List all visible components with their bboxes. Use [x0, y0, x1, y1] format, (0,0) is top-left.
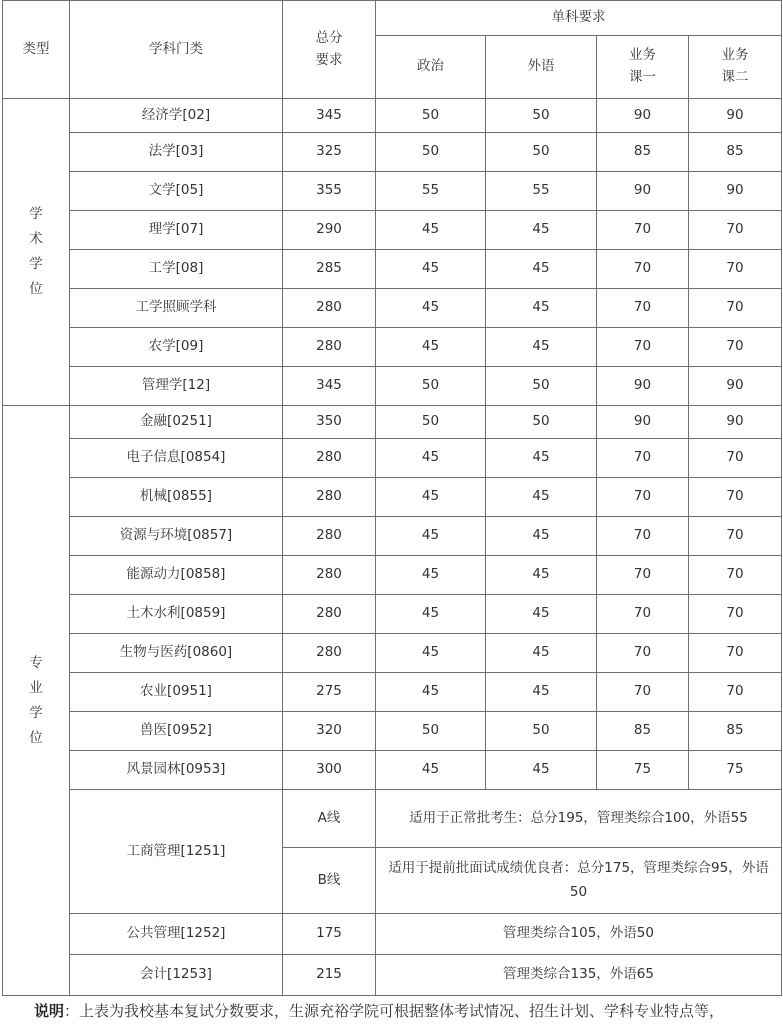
header-foreign-language: 外语 [486, 36, 597, 99]
foreign-language-score-cell: 45 [486, 439, 597, 478]
discipline-cell: 风景园林[0953] [70, 751, 283, 790]
discipline-cell: 生物与医药[0860] [70, 634, 283, 673]
course-1-score-cell: 70 [597, 595, 689, 634]
discipline-cell: 工学[08] [70, 250, 283, 289]
discipline-cell: 金融[0251] [70, 406, 283, 439]
total-score-cell: 275 [283, 673, 376, 712]
discipline-cell: 农业[0951] [70, 673, 283, 712]
foreign-language-score-cell: 45 [486, 478, 597, 517]
academic-type-label-char: 学 [29, 256, 43, 272]
header-course-1-line1: 业务 [629, 47, 656, 64]
course-2-score-cell: 70 [689, 250, 782, 289]
header-course-1-line2: 课一 [629, 69, 656, 85]
table-row [3, 712, 782, 751]
academic-type-label [3, 99, 70, 406]
foreign-language-score-cell: 50 [486, 99, 597, 133]
politics-score-cell: 45 [376, 517, 486, 556]
course-2-score-cell: 70 [689, 478, 782, 517]
course-2-score-cell: 90 [689, 99, 782, 133]
table-row [3, 328, 782, 367]
score-requirements-table [2, 0, 782, 996]
professional-type-label [3, 406, 70, 996]
requirement-description: 管理类综合135，外语65 [376, 955, 782, 996]
header-course-2-line1: 业务 [721, 47, 749, 64]
total-score-cell: 355 [283, 172, 376, 211]
total-score-cell: 280 [283, 595, 376, 634]
table-row [3, 172, 782, 211]
foreign-language-score-cell: 45 [486, 517, 597, 556]
course-1-score-cell: 70 [597, 634, 689, 673]
professional-type-label-char: 位 [29, 729, 43, 746]
a-line-cell: A线 [283, 790, 376, 848]
course-2-score-cell: 75 [689, 751, 782, 790]
course-1-score-cell: 70 [597, 250, 689, 289]
table-row [3, 955, 782, 996]
politics-score-cell: 50 [376, 406, 486, 439]
a-line-description: 适用于正常批考生：总分195，管理类综合100，外语55 [376, 790, 782, 848]
course-2-score-cell: 70 [689, 211, 782, 250]
foreign-language-score-cell: 45 [486, 328, 597, 367]
header-row-1 [3, 1, 782, 36]
discipline-cell: 电子信息[0854] [70, 439, 283, 478]
discipline-cell: 经济学[02] [70, 99, 283, 133]
table-row [3, 406, 782, 439]
header-course-1 [597, 36, 689, 99]
course-1-score-cell: 70 [597, 289, 689, 328]
table-row [3, 914, 782, 955]
table-row [3, 751, 782, 790]
professional-type-label-char: 学 [29, 704, 43, 721]
foreign-language-score-cell: 45 [486, 556, 597, 595]
footnote [34, 1000, 783, 1021]
header-discipline: 学科门类 [70, 1, 283, 99]
professional-type-label-char: 专 [29, 654, 43, 671]
discipline-cell: 工商管理[1251] [70, 790, 283, 914]
total-score-cell: 290 [283, 211, 376, 250]
course-2-score-cell: 70 [689, 439, 782, 478]
total-score-cell: 345 [283, 367, 376, 406]
politics-score-cell: 45 [376, 751, 486, 790]
table-row [3, 133, 782, 172]
foreign-language-score-cell: 50 [486, 367, 597, 406]
table-row [3, 595, 782, 634]
total-score-cell: 280 [283, 634, 376, 673]
politics-score-cell: 45 [376, 556, 486, 595]
discipline-cell: 农学[09] [70, 328, 283, 367]
header-type: 类型 [3, 1, 70, 99]
discipline-cell: 会计[1253] [70, 955, 283, 996]
b-line-cell: B线 [283, 848, 376, 914]
course-1-score-cell: 85 [597, 133, 689, 172]
discipline-cell: 公共管理[1252] [70, 914, 283, 955]
b-line-description: 适用于提前批面试成绩优良者：总分175，管理类综合95，外语50 [376, 848, 782, 914]
table-row [3, 478, 782, 517]
table-row [3, 556, 782, 595]
course-2-score-cell: 90 [689, 406, 782, 439]
politics-score-cell: 45 [376, 328, 486, 367]
discipline-cell: 文学[05] [70, 172, 283, 211]
course-2-score-cell: 70 [689, 595, 782, 634]
politics-score-cell: 45 [376, 595, 486, 634]
course-2-score-cell: 70 [689, 517, 782, 556]
header-single-subject: 单科要求 [376, 1, 782, 36]
course-2-score-cell: 70 [689, 328, 782, 367]
course-1-score-cell: 90 [597, 406, 689, 439]
course-1-score-cell: 70 [597, 517, 689, 556]
table-row [3, 367, 782, 406]
table-row [3, 289, 782, 328]
table-row [3, 99, 782, 133]
total-score-cell: 215 [283, 955, 376, 996]
discipline-cell: 能源动力[0858] [70, 556, 283, 595]
academic-type-label-char: 学 [29, 206, 43, 222]
politics-score-cell: 50 [376, 99, 486, 133]
politics-score-cell: 45 [376, 673, 486, 712]
total-score-cell: 285 [283, 250, 376, 289]
table-row [3, 634, 782, 673]
course-1-score-cell: 90 [597, 172, 689, 211]
foreign-language-score-cell: 50 [486, 406, 597, 439]
total-score-cell: 280 [283, 439, 376, 478]
academic-type-label-char: 术 [29, 231, 43, 247]
total-score-cell: 280 [283, 517, 376, 556]
foreign-language-score-cell: 50 [486, 712, 597, 751]
course-1-score-cell: 70 [597, 211, 689, 250]
header-course-2 [689, 36, 782, 99]
course-2-score-cell: 70 [689, 673, 782, 712]
foreign-language-score-cell: 45 [486, 250, 597, 289]
politics-score-cell: 55 [376, 172, 486, 211]
footnote-label: 说明 [34, 1002, 65, 1020]
course-2-score-cell: 85 [689, 712, 782, 751]
discipline-cell: 法学[03] [70, 133, 283, 172]
foreign-language-score-cell: 45 [486, 211, 597, 250]
academic-type-label-char: 位 [29, 281, 43, 297]
foreign-language-score-cell: 55 [486, 172, 597, 211]
course-1-score-cell: 70 [597, 439, 689, 478]
course-1-score-cell: 90 [597, 99, 689, 133]
course-2-score-cell: 70 [689, 634, 782, 673]
discipline-cell: 理学[07] [70, 211, 283, 250]
politics-score-cell: 45 [376, 478, 486, 517]
discipline-cell: 管理学[12] [70, 367, 283, 406]
total-score-cell: 325 [283, 133, 376, 172]
politics-score-cell: 45 [376, 250, 486, 289]
discipline-cell: 机械[0855] [70, 478, 283, 517]
total-score-cell: 280 [283, 478, 376, 517]
total-score-cell: 280 [283, 328, 376, 367]
course-1-score-cell: 90 [597, 367, 689, 406]
foreign-language-score-cell: 50 [486, 133, 597, 172]
politics-score-cell: 45 [376, 289, 486, 328]
table-row [3, 439, 782, 478]
course-1-score-cell: 70 [597, 478, 689, 517]
course-2-score-cell: 70 [689, 556, 782, 595]
course-1-score-cell: 85 [597, 712, 689, 751]
total-score-cell: 280 [283, 289, 376, 328]
total-score-cell: 320 [283, 712, 376, 751]
footnote-text: ：上表为我校基本复试分数要求，生源充裕学院可根据整体考试情况、招生计划、学科专业特点等， [64, 1002, 725, 1020]
table-row [3, 517, 782, 556]
professional-type-label-char: 业 [29, 679, 43, 696]
politics-score-cell: 50 [376, 367, 486, 406]
total-score-cell: 350 [283, 406, 376, 439]
table-row [3, 211, 782, 250]
total-score-cell: 280 [283, 556, 376, 595]
foreign-language-score-cell: 45 [486, 634, 597, 673]
header-total [283, 1, 376, 99]
table-row [3, 250, 782, 289]
header-total-line2: 要求 [315, 51, 343, 68]
course-2-score-cell: 70 [689, 289, 782, 328]
discipline-cell: 土木水利[0859] [70, 595, 283, 634]
course-2-score-cell: 85 [689, 133, 782, 172]
total-score-cell: 300 [283, 751, 376, 790]
course-1-score-cell: 70 [597, 673, 689, 712]
foreign-language-score-cell: 45 [486, 751, 597, 790]
total-score-cell: 175 [283, 914, 376, 955]
discipline-cell: 资源与环境[0857] [70, 517, 283, 556]
foreign-language-score-cell: 45 [486, 595, 597, 634]
foreign-language-score-cell: 45 [486, 673, 597, 712]
politics-score-cell: 45 [376, 211, 486, 250]
politics-score-cell: 45 [376, 634, 486, 673]
course-1-score-cell: 70 [597, 328, 689, 367]
politics-score-cell: 45 [376, 439, 486, 478]
course-1-score-cell: 70 [597, 556, 689, 595]
table-row [3, 673, 782, 712]
total-score-cell: 345 [283, 99, 376, 133]
course-2-score-cell: 90 [689, 367, 782, 406]
foreign-language-score-cell: 45 [486, 289, 597, 328]
course-2-score-cell: 90 [689, 172, 782, 211]
header-total-line1: 总分 [315, 29, 343, 46]
header-course-2-line2: 课二 [721, 69, 749, 85]
discipline-cell: 工学照顾学科 [70, 289, 283, 328]
discipline-cell: 兽医[0952] [70, 712, 283, 751]
requirement-description: 管理类综合105，外语50 [376, 914, 782, 955]
politics-score-cell: 50 [376, 712, 486, 751]
politics-score-cell: 50 [376, 133, 486, 172]
table-row [3, 790, 782, 848]
header-politics: 政治 [376, 36, 486, 99]
course-1-score-cell: 75 [597, 751, 689, 790]
